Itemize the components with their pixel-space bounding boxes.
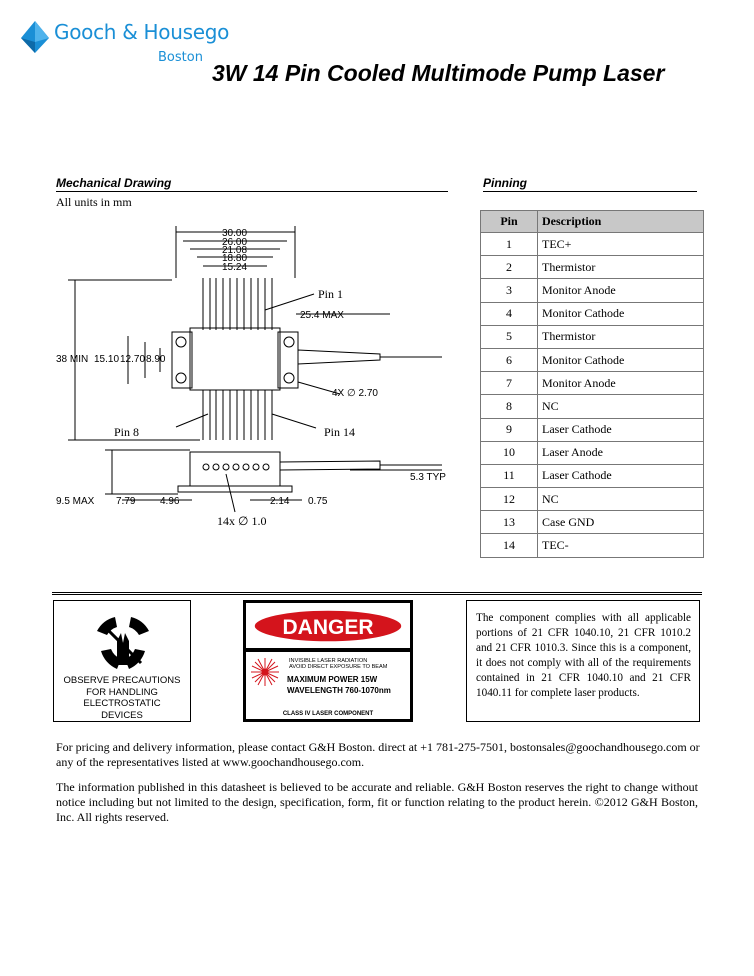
dim-side-max: 9.5 MAX: [56, 496, 95, 507]
table-row: [481, 488, 704, 511]
esd-warning-text: [54, 675, 190, 721]
dim-15: 15.24: [222, 262, 248, 273]
section-divider: [52, 592, 702, 595]
table-row: [481, 348, 704, 371]
page-title: 3W 14 Pin Cooled Multimode Pump Laser: [212, 60, 665, 86]
esd-line: OBSERVE PRECAUTIONS: [63, 675, 181, 686]
table-row: [481, 418, 704, 441]
pin-number-cell: 9: [481, 418, 538, 441]
esd-hand-icon: [87, 609, 159, 675]
dim-18: 18.80: [222, 253, 248, 264]
pin-number-cell: 13: [481, 511, 538, 534]
pin-number-cell: 3: [481, 279, 538, 302]
esd-line: ELECTROSTATIC: [83, 698, 161, 709]
dim-21: 21.08: [222, 245, 248, 256]
esd-line: DEVICES: [101, 709, 143, 721]
pin-number-cell: 11: [481, 464, 538, 487]
dim-holes: 4X ∅ 2.70: [332, 388, 378, 399]
compliance-text: The component complies with all applicable portions of 21 CFR 1040.10, 21 CFR 1010.2 and 21 CFR 1010.3. Since this is a component, it does not comply with all of the requirements contained in 21 CFR 1040.10 and 21 CFR 1040.11 for complete laser products.: [476, 612, 691, 699]
pin-number-cell: 8: [481, 395, 538, 418]
pin-description-cell: Thermistor: [538, 256, 704, 279]
table-row: [481, 441, 704, 464]
label-pin14: Pin 14: [324, 425, 356, 439]
units-note: All units in mm: [56, 195, 132, 209]
mechanical-drawing-heading: Mechanical Drawing: [56, 176, 448, 192]
laser-starburst-icon: [251, 658, 279, 686]
table-row: [481, 395, 704, 418]
pin-description-cell: Monitor Cathode: [538, 302, 704, 325]
danger-line2: AVOID DIRECT EXPOSURE TO BEAM: [289, 664, 388, 670]
table-row: [481, 534, 704, 557]
table-row: [481, 372, 704, 395]
compliance-box: [466, 600, 700, 722]
dim-h3: 8.90: [146, 354, 166, 365]
dim-b4: 0.75: [308, 496, 328, 507]
table-row: [481, 302, 704, 325]
label-pin1: Pin 1: [318, 287, 344, 301]
col-pin-header: Pin: [481, 211, 538, 233]
table-row: [481, 511, 704, 534]
col-description-header: Description: [538, 211, 704, 233]
dim-max-length: 25.4 MAX: [300, 310, 344, 321]
danger-label: [243, 600, 413, 722]
pin-description-cell: NC: [538, 395, 704, 418]
dim-b2: 4.96: [160, 496, 180, 507]
company-logo: [20, 18, 230, 70]
dim-b1: 7.79: [116, 496, 136, 507]
pin-description-cell: Case GND: [538, 511, 704, 534]
dim-26: 26.00: [222, 237, 248, 248]
danger-class: CLASS IV LASER COMPONENT: [282, 711, 374, 717]
table-header-row: [481, 211, 704, 233]
table-row: [481, 279, 704, 302]
pin-number-cell: 12: [481, 488, 538, 511]
diamond-logo-icon: [20, 20, 50, 54]
table-row: [481, 464, 704, 487]
pin-number-cell: 6: [481, 348, 538, 371]
table-row: [481, 233, 704, 256]
pin-number-cell: 7: [481, 372, 538, 395]
pin-description-cell: Monitor Anode: [538, 279, 704, 302]
dim-typ: 5.3 TYP: [410, 472, 446, 483]
pin-description-cell: Laser Cathode: [538, 418, 704, 441]
pin-description-cell: TEC-: [538, 534, 704, 557]
pinning-heading: Pinning: [483, 176, 697, 192]
logo-city-text: Boston: [158, 50, 203, 65]
danger-line1: INVISIBLE LASER RADIATION: [289, 658, 368, 664]
esd-warning-box: [53, 600, 191, 722]
table-row: [481, 325, 704, 348]
dim-pins-diameter: 14x ∅ 1.0: [217, 514, 267, 528]
disclaimer-text: The information published in this datasheet is believed to be accurate and reliable. G&H Boston reserves the right to change without notice including but not limited to the design, specification, form, fit or function relating to the product herein. ©2012 G&H Boston, Inc. All rights reserved.: [56, 780, 698, 824]
dim-height: 38 MIN: [56, 354, 89, 365]
pin-description-cell: Thermistor: [538, 325, 704, 348]
pin-description-cell: Monitor Anode: [538, 372, 704, 395]
esd-line: FOR HANDLING: [86, 686, 158, 698]
pin-number-cell: 14: [481, 534, 538, 557]
dim-b3: 2.14: [270, 496, 290, 507]
dim-h2: 12.70: [120, 354, 146, 365]
table-row: [481, 256, 704, 279]
pricing-contact-text: For pricing and delivery information, please contact G&H Boston. direct at +1 781-275-7501, bostonsales@goochandhousego.com or any of the representatives listed at www.goochandhousego.com.: [56, 740, 700, 769]
dim-h1: 15.10: [94, 354, 120, 365]
pin-number-cell: 1: [481, 233, 538, 256]
pin-description-cell: Laser Anode: [538, 441, 704, 464]
label-pin8: Pin 8: [114, 425, 140, 439]
pin-description-cell: Laser Cathode: [538, 464, 704, 487]
pin-number-cell: 4: [481, 302, 538, 325]
dim-30: 30.00: [222, 228, 248, 239]
pin-description-cell: TEC+: [538, 233, 704, 256]
pin-number-cell: 2: [481, 256, 538, 279]
logo-brand-text: Gooch & Housego: [54, 20, 230, 44]
danger-title: DANGER: [282, 616, 374, 639]
mechanical-drawing: [50, 218, 460, 533]
pin-table: [480, 210, 704, 558]
danger-power: MAXIMUM POWER 15W: [287, 675, 378, 684]
pin-number-cell: 5: [481, 325, 538, 348]
pin-description-cell: NC: [538, 488, 704, 511]
danger-wavelength: WAVELENGTH 760-1070nm: [287, 686, 391, 695]
pin-number-cell: 10: [481, 441, 538, 464]
pin-description-cell: Monitor Cathode: [538, 348, 704, 371]
